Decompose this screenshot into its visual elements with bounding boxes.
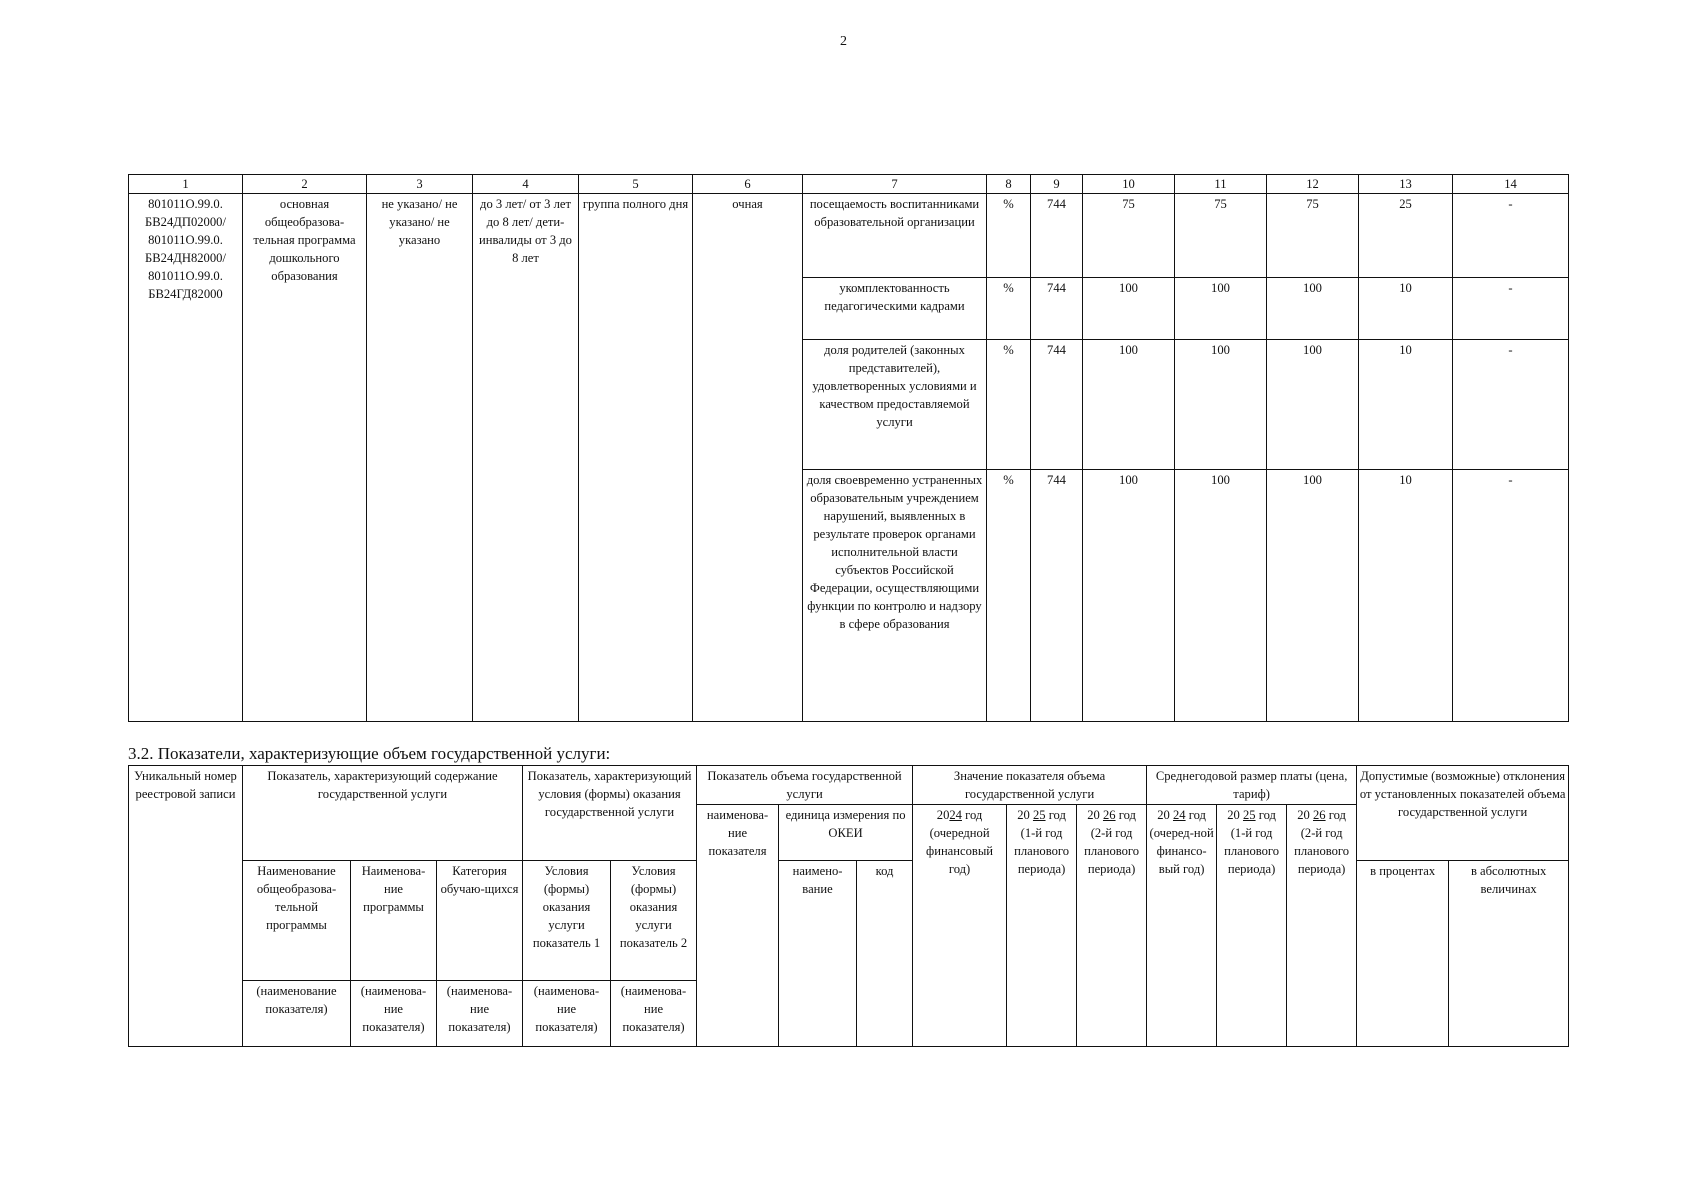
unit: %	[987, 194, 1031, 278]
col-number: 12	[1267, 175, 1359, 194]
header-value-year-2	[1007, 805, 1077, 1047]
header-percent: в процентах	[1357, 861, 1449, 1047]
deviation-percent: 25	[1359, 194, 1453, 278]
year-prefix: 20	[1227, 808, 1240, 822]
header-value-year-3	[1077, 805, 1147, 1047]
year-prefix: 20	[936, 808, 950, 822]
year-word: год	[1258, 808, 1276, 822]
placeholder-indicator-name: (наименование показателя)	[243, 981, 351, 1047]
year-suffix: 25	[1032, 808, 1046, 822]
value-y1: 100	[1083, 340, 1175, 470]
student-category: до 3 лет/ от 3 лет до 8 лет/ дети-инвалиды от 3 до 8 лет	[473, 194, 579, 722]
value-y3: 75	[1267, 194, 1359, 278]
header-fee-year-1	[1147, 805, 1217, 1047]
deviation-percent: 10	[1359, 470, 1453, 722]
col-number: 3	[367, 175, 473, 194]
period-caption: (очередной финансовый год)	[926, 826, 994, 876]
year-suffix: 24	[1172, 808, 1186, 822]
col-number: 1	[129, 175, 243, 194]
period-caption: (1-й год планового периода)	[1014, 826, 1070, 876]
col-number: 11	[1175, 175, 1267, 194]
year-suffix: 25	[1242, 808, 1256, 822]
value-y3: 100	[1267, 470, 1359, 722]
header-row	[129, 766, 1569, 805]
form-type: очная	[693, 194, 803, 722]
deviation-percent: 10	[1359, 278, 1453, 340]
indicator-name: укомплектованность педагогическими кадрами	[803, 278, 987, 340]
unit: %	[987, 340, 1031, 470]
year-prefix: 20	[1017, 808, 1030, 822]
header-conditions-indicator: Показатель, характеризующий условия (формы) оказания государственной услуги	[523, 766, 697, 861]
year-suffix: 26	[1313, 808, 1326, 822]
placeholder-indicator-name: (наименова-ние показателя)	[437, 981, 523, 1047]
col-number: 9	[1031, 175, 1083, 194]
placeholder-indicator-name: (наименова-ние показателя)	[611, 981, 697, 1047]
year-word: год	[1328, 808, 1346, 822]
period-caption: (2-й год планового периода)	[1294, 826, 1350, 876]
period-caption: (очеред-ной финансо-вый год)	[1149, 826, 1214, 876]
year-word: год	[1118, 808, 1136, 822]
year-suffix: 26	[1102, 808, 1116, 822]
value-y2: 100	[1175, 340, 1267, 470]
header-program-name: Наименование общеобразова-тельной программы	[243, 861, 351, 981]
header-indicator-name: наименова-ние показателя	[697, 805, 779, 1047]
header-fee-year-3	[1287, 805, 1357, 1047]
header-okei-code: код	[857, 861, 913, 1047]
col-number: 4	[473, 175, 579, 194]
value-y1: 75	[1083, 194, 1175, 278]
okei-code: 744	[1031, 470, 1083, 722]
header-value-year-1	[913, 805, 1007, 1047]
col-number: 13	[1359, 175, 1453, 194]
header-absolute: в абсолютных величинах	[1449, 861, 1569, 1047]
col-number: 14	[1453, 175, 1569, 194]
group-type: группа полного дня	[579, 194, 693, 722]
col-number: 7	[803, 175, 987, 194]
year-prefix: 20	[1157, 808, 1170, 822]
quality-indicators-table	[128, 174, 1569, 722]
year-word: год	[1048, 808, 1066, 822]
year-word: год	[965, 808, 983, 822]
header-okei-unit: единица измерения по ОКЕИ	[779, 805, 913, 861]
value-y2: 75	[1175, 194, 1267, 278]
page-number: 2	[840, 34, 847, 49]
okei-code: 744	[1031, 340, 1083, 470]
value-y3: 100	[1267, 278, 1359, 340]
okei-code: 744	[1031, 278, 1083, 340]
unit: %	[987, 278, 1031, 340]
year-prefix: 20	[1087, 808, 1100, 822]
header-volume-value: Значение показателя объема государственной услуги	[913, 766, 1147, 805]
year-prefix: 20	[1297, 808, 1310, 822]
header-program: Наименова-ние программы	[351, 861, 437, 981]
deviation-absolute: -	[1453, 470, 1569, 722]
header-condition-2: Условия (формы) оказания услуги показатель 2	[611, 861, 697, 981]
not-specified: не указано/ не указано/ не указано	[367, 194, 473, 722]
value-y1: 100	[1083, 470, 1175, 722]
section-title: 3.2. Показатели, характеризующие объем государственной услуги:	[128, 744, 611, 763]
header-student-category: Категория обучаю-щихся	[437, 861, 523, 981]
period-caption: (2-й год планового периода)	[1084, 826, 1140, 876]
col-number: 6	[693, 175, 803, 194]
value-y2: 100	[1175, 278, 1267, 340]
column-number-row	[129, 175, 1569, 194]
header-volume-indicator: Показатель объема государственной услуги	[697, 766, 913, 805]
deviation-absolute: -	[1453, 340, 1569, 470]
table-row	[129, 194, 1569, 278]
col-number: 10	[1083, 175, 1175, 194]
header-allowed-deviations: Допустимые (возможные) отклонения от установленных показателей объема государственной услуги	[1357, 766, 1569, 861]
col-number: 2	[243, 175, 367, 194]
deviation-percent: 10	[1359, 340, 1453, 470]
okei-code: 744	[1031, 194, 1083, 278]
record-number: 801011О.99.0. БВ24ДП02000/ 801011О.99.0. БВ24ДН82000/ 801011О.99.0. БВ24ГД82000	[129, 194, 243, 722]
value-y3: 100	[1267, 340, 1359, 470]
placeholder-indicator-name: (наименова-ние показателя)	[523, 981, 611, 1047]
value-y2: 100	[1175, 470, 1267, 722]
deviation-absolute: -	[1453, 194, 1569, 278]
volume-indicators-table	[128, 765, 1569, 1047]
header-unique-number: Уникальный номер реестровой записи	[129, 766, 243, 1047]
header-fee-year-2	[1217, 805, 1287, 1047]
header-condition-1: Условия (формы) оказания услуги показатель 1	[523, 861, 611, 981]
indicator-name: доля своевременно устраненных образовательным учреждением нарушений, выявленных в результате проверок органами исполнительной власти субъектов Российской Федерации, осуществляющими функции по контролю и надзору в сфере образования	[803, 470, 987, 722]
col-number: 5	[579, 175, 693, 194]
year-word: год	[1188, 808, 1206, 822]
header-okei-name: наимено-вание	[779, 861, 857, 1047]
indicator-name: доля родителей (законных представителей), удовлетворенных условиями и качеством предоставляемой услуги	[803, 340, 987, 470]
placeholder-indicator-name: (наименова-ние показателя)	[351, 981, 437, 1047]
program-name: основная общеобразова-тельная программа дошкольного образования	[243, 194, 367, 722]
period-caption: (1-й год планового периода)	[1224, 826, 1280, 876]
unit: %	[987, 470, 1031, 722]
header-content-indicator: Показатель, характеризующий содержание государственной услуги	[243, 766, 523, 861]
col-number: 8	[987, 175, 1031, 194]
deviation-absolute: -	[1453, 278, 1569, 340]
indicator-name: посещаемость воспитанниками образовательной организации	[803, 194, 987, 278]
year-suffix: 24	[949, 808, 962, 822]
header-average-fee: Среднегодовой размер платы (цена, тариф)	[1147, 766, 1357, 805]
value-y1: 100	[1083, 278, 1175, 340]
